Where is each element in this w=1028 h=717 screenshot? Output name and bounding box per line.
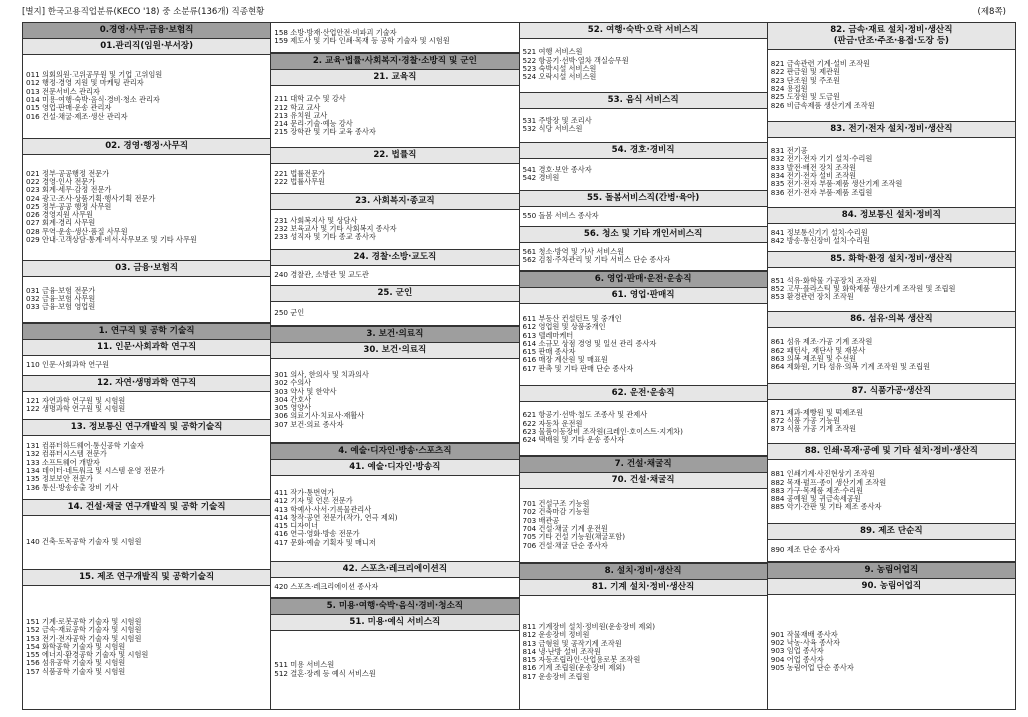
occupation-item: 522 항공기·선박·열차 객실승무원	[522, 55, 629, 65]
occupation-item: 416 연극·영화·방송 전문가	[274, 529, 360, 539]
occupation-item: 702 건축마감 기능원	[522, 507, 590, 517]
item-list	[520, 243, 767, 271]
occupation-item: 904 어업 종사자	[770, 654, 824, 664]
item-list	[768, 328, 1015, 384]
item-list	[271, 23, 518, 53]
occupation-item: 136 통신·방송송출 장비 기사	[26, 482, 119, 492]
occupation-item: 523 숙박시설 서비스원	[522, 64, 597, 73]
header	[22, 5, 1006, 19]
occupation-item: 512 결혼·장례 등 예식 서비스원	[274, 668, 376, 678]
major-group-3: 3. 보건·의료직	[271, 326, 518, 343]
occupation-item: 623 물품이동장비 조작원(크레인·호이스트·지게차)	[522, 427, 683, 436]
occupation-item: 121 자연과학 연구원 및 시험원	[26, 395, 126, 405]
occupation-item: 157 식품공학 기술자 및 시험원	[26, 666, 126, 676]
occupation-item: 705 기타 건설 기능원(채굴포함)	[522, 532, 626, 542]
item-list	[271, 631, 518, 709]
occupation-item: 307 보건·의료 종사자	[274, 419, 344, 429]
mid-group-53: 53. 음식 서비스직	[520, 93, 767, 109]
item-list	[768, 50, 1015, 122]
occupation-item: 812 운송장비 정비원	[522, 630, 590, 640]
item-list	[520, 489, 767, 563]
occupation-item: 815 자동조립라인·산업용로봇 조작원	[522, 655, 641, 665]
mid-group-21: 21. 교육직	[271, 70, 518, 86]
occupation-item: 302 수의사	[274, 378, 312, 388]
occupation-item: 212 학교 교사	[274, 102, 321, 112]
item-list	[23, 392, 270, 420]
mid-group-82	[768, 23, 1015, 50]
major-group-9: 9. 농림어업직	[768, 562, 1015, 579]
occupation-item: 832 전기·전자 기기 설치·수리원	[770, 154, 873, 164]
mid-group-82-subtitle: (판금·단조·주조·용접·도장 등)	[833, 36, 949, 46]
item-list	[520, 207, 767, 227]
item-list	[23, 586, 270, 709]
occupation-item: 414 창작·공연 전문가(작가, 연극 제외)	[274, 512, 398, 522]
mid-group-61: 61. 영업·판매직	[520, 288, 767, 304]
occupation-item: 524 오락시설 서비스원	[522, 72, 597, 82]
classification-table	[22, 22, 1016, 710]
mid-group-11: 11. 인문·사회과학 연구직	[23, 340, 270, 356]
column-2	[271, 22, 519, 710]
page-number: (제8쪽)	[977, 7, 1006, 17]
occupation-item: 151 기계·로봇공학 기술자 및 시험원	[26, 616, 142, 626]
occupation-item: 221 법률전문가	[274, 168, 325, 178]
occupation-item: 013 전문서비스 관리자	[26, 86, 100, 96]
occupation-item: 140 건축·토목공학 기술자 및 시험원	[26, 536, 142, 546]
mid-group-90: 90. 농림어업직	[768, 579, 1015, 595]
mid-group-82-title: 82. 금속·재료 설치·정비·생산직	[830, 25, 953, 35]
item-list	[520, 39, 767, 93]
occupation-item: 612 영업원 및 상품중개인	[522, 322, 606, 332]
item-list	[768, 595, 1015, 709]
item-list	[520, 304, 767, 386]
occupation-item: 853 환경관련 장치 조작원	[770, 292, 854, 302]
major-group-5: 5. 미용·여행·숙박·음식·경비·청소직	[271, 598, 518, 615]
item-list	[768, 540, 1015, 562]
occupation-item: 214 문리·기술·예능 강사	[274, 119, 353, 129]
occupation-item: 616 매장 계산원 및 매표원	[522, 355, 608, 365]
occupation-item: 835 전기·전자 부품·제품 생산기계 조작원	[770, 179, 903, 189]
occupation-item: 704 건설·채굴 기계 운전원	[522, 524, 608, 533]
occupation-item: 621 항공기·선박·철도 조종사 및 관제사	[522, 410, 648, 420]
occupation-item: 134 데이터·네트워크 및 시스템 운영 전문가	[26, 466, 165, 475]
mid-group-86: 86. 섬유·의복 생산직	[768, 312, 1015, 328]
occupation-item: 303 약사 및 한약사	[274, 386, 337, 396]
occupation-item: 701 건설구조 기능원	[522, 499, 590, 509]
occupation-item: 611 부동산 컨설턴트 및 중개인	[522, 313, 622, 323]
occupation-item: 824 용접원	[770, 84, 808, 93]
mid-group-89: 89. 제조 단순직	[768, 524, 1015, 540]
occupation-item: 412 기자 및 언론 전문가	[274, 496, 353, 506]
mid-group-13: 13. 정보통신 연구개발직 및 공학기술직	[23, 420, 270, 436]
occupation-item: 031 금융·보험 전문가	[26, 285, 96, 295]
occupation-item: 153 전기·전자공학 기술자 및 시험원	[26, 633, 142, 643]
occupation-item: 411 작가·통번역가	[274, 487, 335, 497]
mid-group-54: 54. 경호·경비직	[520, 143, 767, 159]
occupation-item: 014 미용·여행·숙박·음식·경비·청소 관리자	[26, 95, 160, 104]
major-group-1: 1. 연구직 및 공학 기술직	[23, 323, 270, 340]
item-list	[271, 302, 518, 326]
occupation-item: 015 영업·판매·운송 관리자	[26, 103, 112, 113]
occupation-item: 836 전기·전자 부품·제품 조립원	[770, 187, 873, 197]
mid-group-62: 62. 운전·운송직	[520, 386, 767, 402]
item-list	[271, 578, 518, 598]
mid-group-24: 24. 경찰·소방·교도직	[271, 250, 518, 266]
occupation-item: 024 광고·조사·상품기획·행사기획 전문가	[26, 193, 156, 203]
item-list	[768, 460, 1015, 524]
occupation-item: 703 배관공	[522, 515, 560, 525]
occupation-item: 521 여행 서비스원	[522, 47, 583, 57]
major-group-6: 6. 영업·판매·운전·운송직	[520, 271, 767, 288]
major-group-2: 2. 교육·법률·사회복지·경찰·소방직 및 군인	[271, 53, 518, 70]
occupation-item: 831 전기공	[770, 146, 808, 156]
item-list	[23, 277, 270, 323]
occupation-item: 885 악기·간판 및 기타 제조 종사자	[770, 502, 882, 512]
occupation-item: 883 가구·목제품 제조·수리원	[770, 485, 864, 495]
item-list	[23, 356, 270, 376]
mid-group-55: 55. 돌봄서비스직(간병·육아)	[520, 191, 767, 207]
occupation-item: 154 화학공학 기술자 및 시험원	[26, 641, 126, 651]
occupation-item: 306 의료기사·치료사·재활사	[274, 411, 365, 421]
occupation-item: 155 에너지·환경공학 기술자 및 시험원	[26, 650, 149, 660]
occupation-item: 834 전기·전자 설비 조작원	[770, 171, 857, 180]
occupation-item: 561 청소·방역 및 가사 서비스원	[522, 246, 625, 256]
occupation-item: 872 식품 가공 기능원	[770, 415, 840, 425]
occupation-item: 541 경호·보안 종사자	[522, 164, 592, 174]
mid-group-87: 87. 식품가공·생산직	[768, 384, 1015, 400]
major-group-7: 7. 건설·채굴직	[520, 456, 767, 473]
occupation-item: 550 돌봄 서비스 종사자	[522, 210, 599, 220]
item-list	[271, 86, 518, 148]
occupation-item: 012 행정·경영 지원 및 마케팅 관리자	[26, 78, 144, 88]
mid-group-02: 02. 경영·행정·사무직	[23, 139, 270, 155]
mid-group-01: 01.관리직(임원·부서장)	[23, 39, 270, 55]
occupation-item: 902 낙농·사육 종사자	[770, 638, 840, 648]
item-list	[271, 210, 518, 250]
mid-group-30: 30. 보건·의료직	[271, 343, 518, 359]
occupation-item: 110 인문·사회과학 연구원	[26, 359, 110, 369]
occupation-item: 413 학예사·사서·기록물관리사	[274, 504, 372, 514]
occupation-item: 817 운송장비 조립원	[522, 671, 590, 681]
occupation-item: 222 법률사무원	[274, 177, 325, 186]
occupation-item: 033 금융·보험 영업원	[26, 302, 96, 312]
occupation-item: 511 미용 서비스원	[274, 660, 335, 670]
occupation-item: 881 인쇄기계·사진현상기 조작원	[770, 469, 875, 479]
occupation-item: 814 냉·난방 설비 조작원	[522, 646, 601, 656]
occupation-item: 304 간호사	[274, 394, 312, 404]
occupation-item: 622 자동차 운전원	[522, 418, 583, 428]
item-list	[768, 400, 1015, 444]
occupation-item: 213 유치원 교사	[274, 110, 328, 120]
occupation-item: 871 제과·제빵원 및 떡제조원	[770, 407, 864, 417]
item-list	[23, 55, 270, 139]
item-list	[23, 436, 270, 500]
occupation-item: 901 작물재배 종사자	[770, 629, 838, 639]
occupation-item: 531 주방장 및 조리사	[522, 115, 592, 125]
occupation-item: 532 식당 서비스원	[522, 124, 583, 133]
occupation-item: 122 생명과학 연구원 및 시험원	[26, 404, 126, 413]
occupation-item: 131 컴퓨터하드웨어·통신공학 기술자	[26, 441, 144, 451]
mid-group-81: 81. 기계 설치·정비·생산직	[520, 580, 767, 596]
item-list	[520, 159, 767, 191]
column-1	[22, 22, 271, 710]
occupation-item: 864 제화원, 기타 섬유·의복 기계 조작원 및 조립원	[770, 362, 931, 372]
mid-group-14: 14. 건설·채굴 연구개발직 및 공학 기술직	[23, 500, 270, 516]
mid-group-23: 23. 사회복지·종교직	[271, 194, 518, 210]
mid-group-51: 51. 미용·예식 서비스직	[271, 615, 518, 631]
item-list	[768, 138, 1015, 208]
occupation-item: 862 패턴사, 재단사 및 재봉사	[770, 345, 866, 355]
occupation-item: 011 의회의원·고위공무원 및 기업 고위임원	[26, 70, 163, 80]
occupation-item: 159 제도사 및 기타 인쇄·목재 등 공학 기술자 및 시험원	[274, 36, 450, 45]
occupation-item: 884 공예원 및 귀금속세공원	[770, 494, 861, 504]
occupation-item: 826 비금속제품 생산기계 조작원	[770, 100, 875, 110]
occupation-item: 301 의사, 한의사 및 치과의사	[274, 369, 369, 379]
occupation-item: 852 고무·플라스틱 및 화학제품 생산기계 조작원 및 조립원	[770, 283, 956, 293]
occupation-item: 613 텔레마케터	[522, 330, 574, 340]
major-group-0: 0.경영·사무·금융·보험직	[23, 23, 270, 39]
occupation-item: 156 섬유공학 기술자 및 시험원	[26, 658, 126, 668]
occupation-item: 022 경영·인사 전문가	[26, 176, 96, 186]
occupation-item: 215 장학관 및 기타 교육 종사자	[274, 127, 376, 137]
occupation-item: 816 기계 조립원(운송장비 제외)	[522, 663, 626, 673]
item-list	[520, 109, 767, 143]
occupation-item: 873 식품 가공 기계 조작원	[770, 424, 857, 434]
occupation-item: 562 검침·주차관리 및 기타 서비스 단순 종사자	[522, 255, 671, 264]
mid-group-15: 15. 제조 연구개발직 및 공학기술직	[23, 570, 270, 586]
occupation-item: 415 디자이너	[274, 521, 319, 531]
item-list	[271, 164, 518, 194]
occupation-item: 825 도장원 및 도금원	[770, 92, 840, 102]
mid-group-88: 88. 인쇄·목재·공예 및 기타 설치·정비·생산직	[768, 444, 1015, 460]
occupation-item: 905 농림어업 단순 종사자	[770, 662, 854, 672]
occupation-item: 016 건설·채굴·제조·생산 관리자	[26, 111, 128, 121]
occupation-item: 133 소프트웨어 개발자	[26, 457, 100, 467]
occupation-item: 132 컴퓨터시스템 전문가	[26, 449, 107, 459]
occupation-item: 861 섬유 제조·가공 기계 조작원	[770, 337, 873, 347]
mid-group-12: 12. 자연·생명과학 연구직	[23, 376, 270, 392]
item-list	[271, 266, 518, 286]
occupation-item: 027 회계·경리 사무원	[26, 218, 96, 228]
occupation-item: 833 발전·배전 장치 조작원	[770, 162, 857, 172]
occupation-item: 420 스포츠·레크리에이션 종사자	[274, 581, 379, 591]
item-list	[271, 359, 518, 443]
occupation-item: 617 판촉 및 기타 판매 단순 종사자	[522, 363, 634, 373]
occupation-item: 305 영양사	[274, 403, 312, 413]
occupation-item: 025 정부·공공 행정 사무원	[26, 201, 112, 211]
occupation-item: 023 회계·세무·감정 전문가	[26, 185, 112, 195]
occupation-item: 240 경찰관, 소방관 및 교도관	[274, 269, 369, 279]
column-4	[768, 22, 1016, 710]
occupation-item: 811 기계장비 설치·정비원(운송장비 제외)	[522, 621, 656, 631]
occupation-item: 863 의복 제조원 및 수선원	[770, 354, 857, 363]
mid-group-83: 83. 전기·전자 설치·정비·생산직	[768, 122, 1015, 138]
occupation-item: 158 소방·방재·산업안전·비파괴 기술자	[274, 27, 397, 37]
occupation-item: 231 사회복지사 및 상담사	[274, 215, 358, 225]
occupation-item: 903 임업 종사자	[770, 646, 824, 656]
occupation-item: 026 경영지원 사무원	[26, 210, 93, 220]
occupation-item: 232 보육교사 및 기타 사회복지 종사자	[274, 223, 397, 233]
occupation-item: 851 석유·화학물 가공장치 조작원	[770, 275, 877, 285]
item-list	[520, 596, 767, 709]
occupation-item: 841 정보통신기기 설치·수리원	[770, 227, 868, 237]
occupation-item: 029 안내·고객상담·통계·비서·사무보조 및 기타 사무원	[26, 235, 197, 245]
column-3	[520, 22, 768, 710]
occupation-item: 021 정부·공공행정 전문가	[26, 168, 110, 178]
occupation-item: 624 택배원 및 기타 운송 종사자	[522, 435, 625, 445]
mid-group-52: 52. 여행·숙박·오락 서비스직	[520, 23, 767, 39]
occupation-item: 233 성직자 및 기타 종교 종사자	[274, 232, 376, 242]
occupation-item: 032 금융·보험 사무원	[26, 293, 96, 303]
mid-group-70: 70. 건설·채굴직	[520, 473, 767, 489]
occupation-item: 250 군인	[274, 307, 305, 317]
major-group-8: 8. 설치·정비·생산직	[520, 563, 767, 580]
occupation-item: 152 금속·재료공학 기술자 및 시험원	[26, 625, 142, 635]
occupation-item: 822 판금원 및 제관원	[770, 67, 840, 77]
occupation-item: 211 대학 교수 및 강사	[274, 94, 346, 104]
item-list	[271, 476, 518, 562]
occupation-item: 615 판매 종사자	[522, 347, 576, 357]
occupation-item: 813 금형원 및 공작기계 조작원	[522, 638, 622, 648]
document-title: [별지] 한국고용직업분류(KECO '18) 중 소분류(136개) 직종현황	[22, 7, 265, 17]
occupation-item: 135 정보보안 전문가	[26, 474, 93, 484]
occupation-item: 028 무역·운송·생산·품질 사무원	[26, 226, 128, 236]
mid-group-85: 85. 화학·환경 설치·정비·생산직	[768, 252, 1015, 268]
occupation-item: 542 경비원	[522, 173, 560, 182]
item-list	[768, 224, 1015, 252]
item-list	[768, 268, 1015, 312]
mid-group-25: 25. 군인	[271, 286, 518, 302]
major-group-4: 4. 예술·디자인·방송·스포츠직	[271, 443, 518, 460]
occupation-item: 821 금속관련 기계·설비 조작원	[770, 59, 870, 69]
item-list	[23, 155, 270, 261]
mid-group-03: 03. 금융·보험직	[23, 261, 270, 277]
occupation-item: 882 목재·펄프·종이 생산기계 조작원	[770, 477, 887, 487]
mid-group-42: 42. 스포츠·레크리에이션직	[271, 562, 518, 578]
mid-group-56: 56. 청소 및 기타 개인서비스직	[520, 227, 767, 243]
mid-group-84: 84. 정보통신 설치·정비직	[768, 208, 1015, 224]
item-list	[23, 516, 270, 570]
occupation-item: 890 제조 단순 종사자	[770, 544, 840, 554]
mid-group-41: 41. 예술·디자인·방송직	[271, 460, 518, 476]
occupation-item: 823 단조원 및 주조원	[770, 75, 840, 85]
occupation-item: 417 문화·예술 기획자 및 매니저	[274, 537, 376, 547]
item-list	[520, 402, 767, 456]
occupation-item: 706 건설·채굴 단순 종사자	[522, 540, 608, 550]
occupation-item: 614 소규모 상점 경영 및 일선 관리 종사자	[522, 338, 657, 348]
mid-group-22: 22. 법률직	[271, 148, 518, 164]
occupation-item: 842 방송·통신장비 설치·수리원	[770, 236, 870, 245]
